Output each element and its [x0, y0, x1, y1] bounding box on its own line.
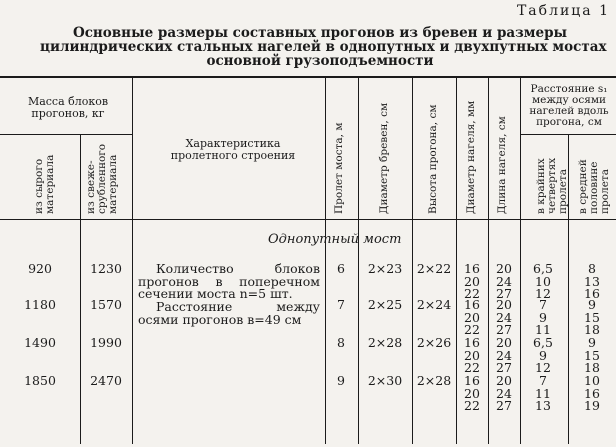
dowel-length-value: 27	[496, 360, 512, 375]
girder-height-value: 2×24	[416, 297, 452, 312]
table-title-line-2: цилиндрических стальных нагелей в однопутных и двухпутных мостах	[40, 39, 607, 55]
table-number: Таблица 1	[516, 3, 610, 19]
dowel-length-value: 24	[496, 309, 512, 325]
mass-subheader-rule	[0, 134, 132, 135]
spacing-ends-value: 7	[539, 373, 547, 388]
table-title-line-3: основной грузоподъемности	[206, 53, 434, 69]
dowel-diameter-value: 20	[464, 309, 480, 325]
dowel-diameter-header: Диаметр нагеля, мм	[465, 100, 477, 214]
col-divider-1	[80, 134, 81, 444]
spacing-ends-value: 12	[535, 286, 551, 301]
spacing-ends-value: 12	[535, 360, 551, 375]
mass-raw-value: 920	[28, 261, 52, 276]
dowel-diameter-value: 16	[464, 297, 480, 312]
spacing-mid-value: 9	[588, 297, 596, 312]
log-diameter-value: 2×28	[367, 335, 403, 350]
girder-height-value: 2×22	[416, 261, 452, 276]
dowel-diameter-value: 16	[464, 261, 480, 276]
mass-raw-value: 1490	[24, 335, 56, 350]
girder-height-header: Высота прогона, см	[427, 104, 439, 214]
log-diameter-value: 2×30	[367, 373, 403, 388]
section-title: Однопутный мост	[268, 232, 402, 247]
span-value: 9	[337, 373, 345, 388]
col-divider-4	[358, 78, 359, 444]
log-diameter-value: 2×25	[367, 297, 403, 312]
dowel-length-value: 20	[496, 335, 512, 350]
mass-fresh-value: 2470	[90, 373, 122, 388]
spacing-mid-value: 8	[588, 261, 596, 276]
col-divider-5	[412, 78, 413, 444]
dowel-length-value: 24	[496, 385, 512, 401]
spacing-group-header: Расстояние s₁ между осями нагелей вдоль прогона, см	[529, 83, 609, 128]
log-diameter-value: 2×23	[367, 261, 403, 276]
spacing-ends-value: 11	[535, 322, 551, 337]
spacing-ends-value: 6,5	[533, 335, 553, 350]
spacing-mid-value: 15	[584, 309, 600, 325]
span-value: 7	[337, 297, 345, 312]
spacing-mid-value: 18	[584, 360, 600, 375]
spacing-mid-value: 13	[584, 273, 600, 289]
dowel-diameter-value: 22	[464, 286, 480, 301]
dowel-diameter-value: 20	[464, 347, 480, 363]
col-divider-2	[132, 78, 133, 444]
col-divider-3	[325, 78, 326, 444]
span-header: Пролет моста, м	[333, 122, 345, 214]
dowel-length-value: 20	[496, 373, 512, 388]
dowel-diameter-value: 22	[464, 398, 480, 413]
dowel-diameter-value: 22	[464, 322, 480, 337]
dowel-length-value: 27	[496, 286, 512, 301]
dowel-length-value: 20	[496, 261, 512, 276]
description-text-2: Расстояние между осями прогонов в=49 см	[138, 299, 320, 327]
dowel-length-value: 20	[496, 297, 512, 312]
spacing-mid-value: 19	[584, 398, 600, 413]
dowel-length-value: 27	[496, 398, 512, 413]
table-title-line-1: Основные размеры составных прогонов из бревен и размеры	[72, 25, 568, 41]
log-diameter-header: Диаметр бревен, см	[378, 102, 390, 214]
spacing-mid-value: 16	[584, 385, 600, 401]
girder-height-value: 2×26	[416, 335, 452, 350]
spacing-mid-value: 15	[584, 347, 600, 363]
dowel-length-header: Длина нагеля, см	[496, 116, 508, 214]
spacing-mid-header: в средней половине пролета	[577, 159, 611, 214]
spacing-ends-header: в крайних четвертях пролета	[535, 157, 569, 214]
mass-group-header: Масса блоков прогонов, кг	[27, 95, 109, 120]
spacing-mid-value: 16	[584, 286, 600, 301]
spacing-mid-value: 9	[588, 335, 596, 350]
spacing-ends-value: 7	[539, 297, 547, 312]
spacing-mid-value: 10	[584, 373, 600, 388]
girder-height-value: 2×28	[416, 373, 452, 388]
spacing-ends-value: 6,5	[533, 261, 553, 276]
spacing-ends-value: 10	[535, 273, 551, 289]
mass-fresh-value: 1990	[90, 335, 122, 350]
description-text-1: Количество блоков прогонов в поперечном сечении моста n=5 шт.	[138, 261, 320, 301]
dowel-diameter-value: 22	[464, 360, 480, 375]
raw-material-header: из сырого материала	[33, 154, 56, 214]
dowel-length-value: 27	[496, 322, 512, 337]
header-bottom-rule	[0, 219, 616, 220]
spacing-mid-value: 18	[584, 322, 600, 337]
mass-raw-value: 1850	[24, 373, 56, 388]
spacing-ends-value: 9	[539, 309, 547, 325]
characteristic-header: Характеристика пролетного строения	[170, 137, 296, 162]
spacing-ends-value: 9	[539, 347, 547, 363]
span-value: 8	[337, 335, 345, 350]
mass-fresh-value: 1230	[90, 261, 122, 276]
dowel-diameter-value: 20	[464, 385, 480, 401]
mass-raw-value: 1180	[24, 297, 56, 312]
span-value: 6	[337, 261, 345, 276]
dowel-diameter-value: 16	[464, 373, 480, 388]
dowel-length-value: 24	[496, 347, 512, 363]
dowel-diameter-value: 20	[464, 273, 480, 289]
fresh-material-header: из свеже-срубленного материала	[85, 143, 119, 214]
mass-fresh-value: 1570	[90, 297, 122, 312]
dowel-diameter-value: 16	[464, 335, 480, 350]
spacing-ends-value: 11	[535, 385, 551, 401]
spacing-ends-value: 13	[535, 398, 551, 413]
dowel-length-value: 24	[496, 273, 512, 289]
table-top-rule	[0, 76, 616, 78]
